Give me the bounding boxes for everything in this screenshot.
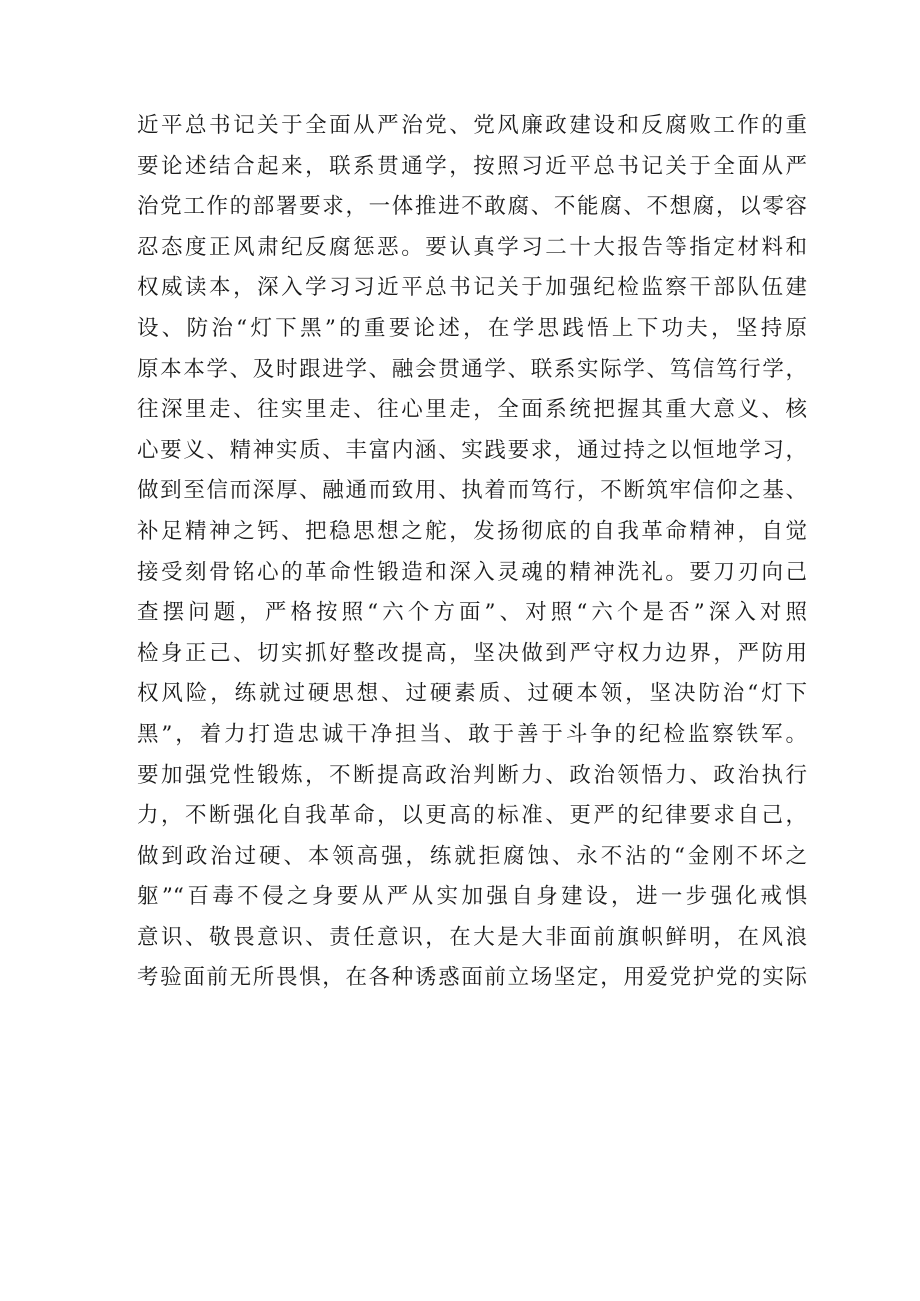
text-line: 做到至信而深厚、融通而致用、执着而笃行，不断筑牢信仰之基、 xyxy=(137,478,807,504)
text-line: 忍态度正风肃纪反腐惩恶。要认真学习二十大报告等指定材料和 xyxy=(137,234,807,260)
text-line: 躯”“百毒不侵之身要从严从实加强自身建设，进一步强化戒惧 xyxy=(137,884,807,910)
text-line: 心要义、精神实质、丰富内涵、实践要求，通过持之以恒地学习， xyxy=(137,437,807,463)
text-line: 意识、敬畏意识、责任意识，在大是大非面前旗帜鲜明，在风浪 xyxy=(137,924,807,950)
body-text xyxy=(137,106,807,999)
text-line: 要加强党性锻炼，不断提高政治判断力、政治领悟力、政治执行 xyxy=(137,762,807,788)
text-line: 权风险，练就过硬思想、过硬素质、过硬本领，坚决防治“灯下 xyxy=(137,681,807,707)
text-line: 检身正己、切实抓好整改提高，坚决做到严守权力边界，严防用 xyxy=(137,640,807,666)
text-line: 补足精神之钙、把稳思想之舵，发扬彻底的自我革命精神，自觉 xyxy=(137,518,807,544)
text-line: 权威读本，深入学习习近平总书记关于加强纪检监察干部队伍建 xyxy=(137,275,807,301)
text-line: 治党工作的部署要求，一体推进不敢腐、不能腐、不想腐，以零容 xyxy=(137,194,807,220)
text-line: 查摆问题，严格按照“六个方面”、对照“六个是否”深入对照 xyxy=(137,600,807,626)
text-line: 往深里走、往实里走、往心里走，全面系统把握其重大意义、核 xyxy=(137,397,807,423)
text-line: 设、防治“灯下黑”的重要论述，在学思践悟上下功夫，坚持原 xyxy=(137,315,807,341)
text-line: 考验面前无所畏惧，在各种诱惑面前立场坚定，用爱党护党的实际 xyxy=(137,965,807,991)
text-line: 接受刻骨铭心的革命性锻造和深入灵魂的精神洗礼。要刀刃向己 xyxy=(137,559,807,585)
text-line: 原本本学、及时跟进学、融会贯通学、联系实际学、笃信笃行学， xyxy=(137,356,807,382)
text-line: 力，不断强化自我革命，以更高的标准、更严的纪律要求自己， xyxy=(137,803,807,829)
text-line: 近平总书记关于全面从严治党、党风廉政建设和反腐败工作的重 xyxy=(137,113,807,138)
text-line: 做到政治过硬、本领高强，练就拒腐蚀、永不沾的“金刚不坏之 xyxy=(137,843,807,869)
text-line: 黑”，着力打造忠诚干净担当、敢于善于斗争的纪检监察铁军。 xyxy=(137,721,807,747)
text-line: 要论述结合起来，联系贯通学，按照习近平总书记关于全面从严 xyxy=(137,153,807,179)
